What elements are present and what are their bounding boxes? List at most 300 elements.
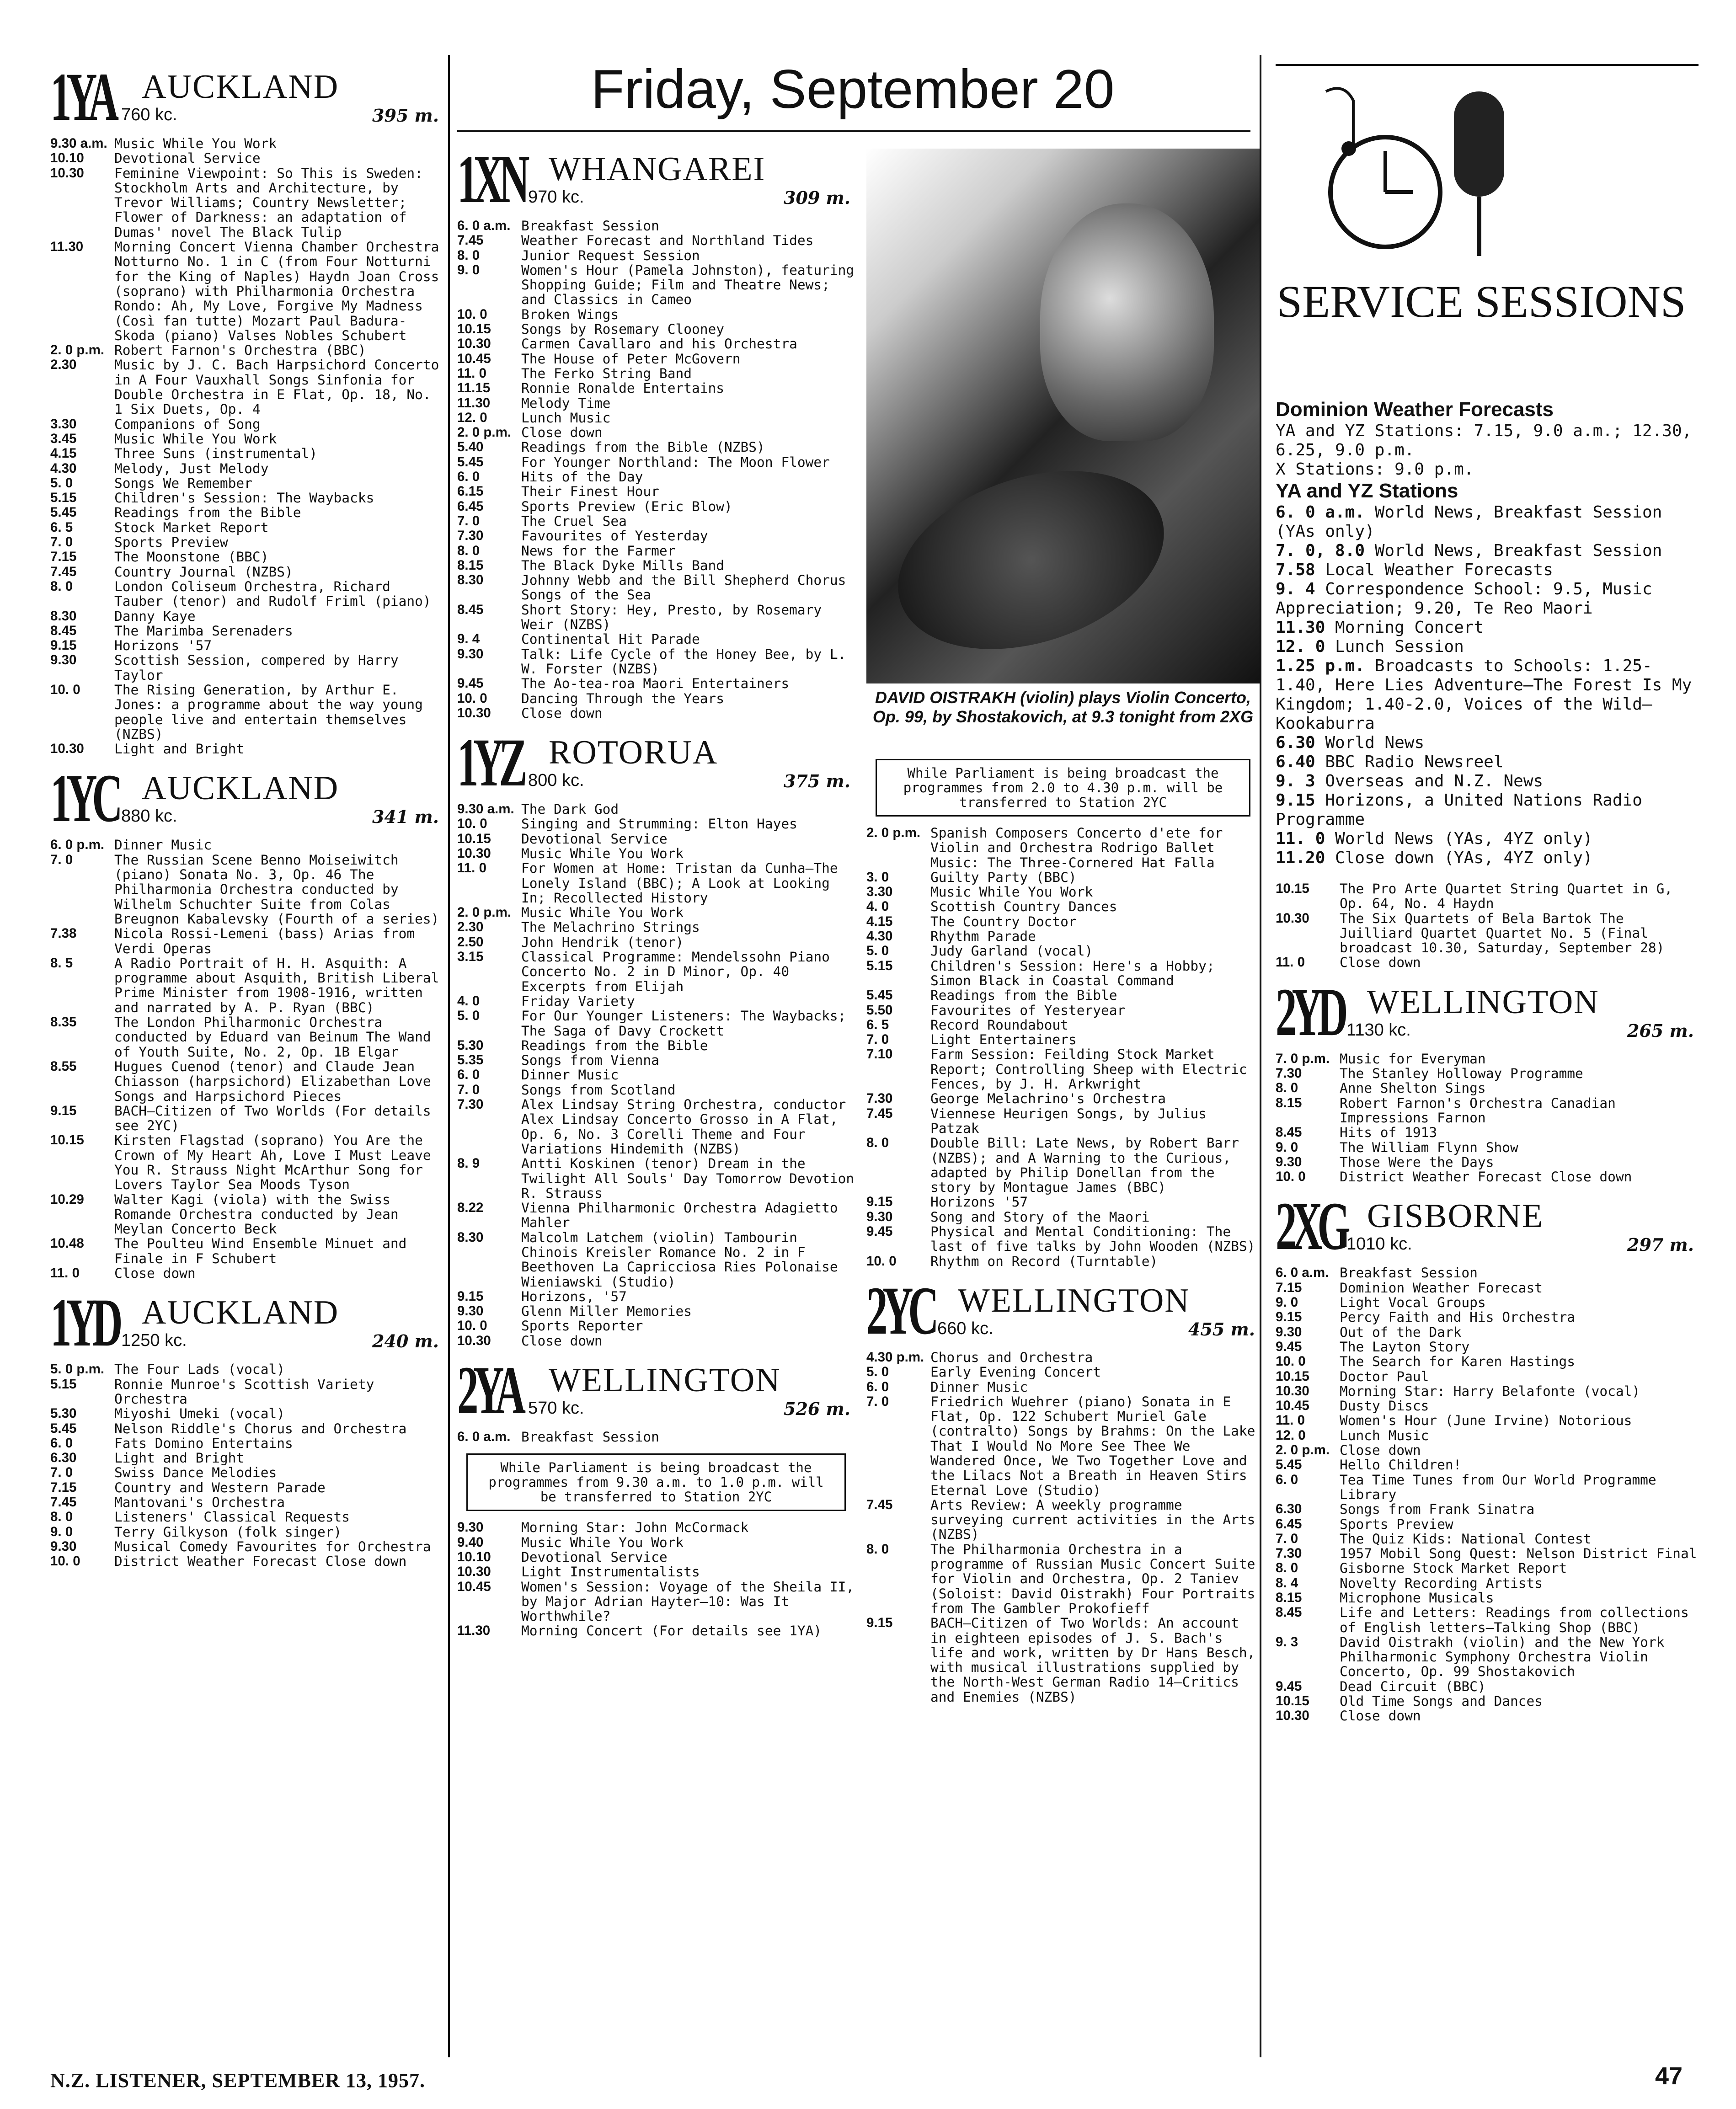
- station-wavelength: 265 m.: [1627, 1020, 1694, 1041]
- programme-time: 10.15: [457, 831, 491, 846]
- programme-time: 8.15: [1276, 1590, 1302, 1605]
- programme-entry: [457, 1319, 855, 1333]
- programme-entry: [457, 802, 855, 817]
- programme-entry: [50, 565, 443, 579]
- programme-time: 9.30: [1276, 1324, 1302, 1340]
- programme-entry: [1276, 881, 1699, 911]
- programme-entry: [457, 263, 855, 307]
- programme-time: 11. 0: [457, 365, 486, 381]
- service-description: World News (YAs, 4YZ only): [1335, 829, 1593, 848]
- programme-entry: [1276, 1694, 1699, 1709]
- programme-description: Morning Concert Vienna Chamber Orchestra Notturno No. 1 in C (from Four Notturni for the King of Naples) Haydn Joan Cross (soprano) with Philharmonia Orchestra Rondo: Ah, My Love, Forgive My Madness (Così fan tutte) Mozart Paul Badura-Skoda (piano) Valses Nobles Schubert: [114, 239, 439, 343]
- programme-description: Breakfast Session: [521, 1429, 659, 1445]
- programme-entry: [50, 653, 443, 683]
- programme-time: 5.15: [866, 958, 893, 973]
- service-time: 11. 0: [1276, 829, 1335, 848]
- programme-description: For Women at Home: Tristan da Cunha—The Lonely Island (BBC); A Look at Looking In; Recollected History: [521, 860, 838, 906]
- programme-time: 3.30: [50, 416, 77, 432]
- programme-time: 6. 5: [50, 519, 73, 535]
- programme-entry: [50, 742, 443, 756]
- programme-time: 7.45: [50, 564, 77, 579]
- programme-entry: [1276, 1384, 1699, 1399]
- programme-description: The Russian Scene Benno Moiseiwitch (piano) Sonata No. 3, Op. 46 The Philharmonia Orchestra conducted by Wilhelm Schuchter Suite from Colas Breugnon Kabalevsky (Fourth of a series): [114, 852, 439, 927]
- programme-description: Close down: [1340, 1442, 1421, 1458]
- programme-time: 10.30: [457, 1564, 491, 1580]
- programme-entry: [1276, 1155, 1699, 1169]
- programme-time: 2. 0 p.m.: [866, 825, 921, 840]
- programme-entry: [866, 1047, 1260, 1091]
- programme-entry: [50, 683, 443, 742]
- programme-description: Songs from Frank Sinatra: [1340, 1501, 1535, 1517]
- programme-time: 10. 0: [1276, 1169, 1306, 1185]
- station-frequency: 1250 kc.: [121, 1331, 187, 1351]
- programme-entry: [50, 491, 443, 505]
- programme-entry: [457, 1623, 855, 1638]
- programme-description: Dinner Music: [930, 1379, 1028, 1395]
- programme-description: Horizons '57: [930, 1194, 1028, 1210]
- programme-entry: [50, 476, 443, 491]
- portrait-head: [1040, 203, 1214, 441]
- station-header: [50, 1285, 443, 1361]
- programme-entry: [50, 1436, 443, 1451]
- service-entry: [1276, 791, 1699, 829]
- programme-time: 5.45: [50, 505, 77, 520]
- programme-time: 3.30: [866, 884, 893, 900]
- programme-time: 9.45: [866, 1224, 893, 1239]
- programme-time: 5.30: [457, 1037, 484, 1053]
- programme-time: 8. 0: [1276, 1560, 1298, 1576]
- programme-description: Novelty Recording Artists: [1340, 1575, 1543, 1591]
- programme-entry: [866, 1210, 1260, 1224]
- programme-time: 7.30: [457, 1097, 484, 1112]
- programme-time: 9. 3: [1276, 1634, 1298, 1650]
- station-city: AUCKLAND: [142, 68, 339, 106]
- programme-time: 10.30: [457, 1333, 491, 1348]
- programme-entry: [457, 411, 855, 425]
- programme-time: 5.45: [50, 1420, 77, 1436]
- programme-description: Light Instrumentalists: [521, 1564, 700, 1580]
- programme-time: 8.22: [457, 1200, 484, 1216]
- programme-description: News for the Farmer: [521, 543, 676, 559]
- programme-time: 11.15: [457, 380, 491, 396]
- station-frequency: 1130 kc.: [1346, 1020, 1411, 1040]
- service-time: 6.40: [1276, 753, 1325, 771]
- programme-description: Songs from Vienna: [521, 1052, 659, 1068]
- programme-entry: [866, 929, 1260, 944]
- programme-time: 8. 5: [50, 955, 73, 971]
- programme-entry: [457, 514, 855, 529]
- programme-time: 8.45: [457, 602, 484, 617]
- programme-description: Tea Time Tunes from Our World Programme Library: [1340, 1472, 1656, 1502]
- programme-entry: [50, 535, 443, 550]
- programme-time: 6.30: [50, 1450, 77, 1466]
- programme-time: 7. 0: [50, 852, 73, 867]
- programme-time: 6.45: [457, 498, 484, 514]
- programme-description: The Six Quartets of Bela Bartok The Juilliard Quartet Quartet No. 5 (Final broadcast 10.30, Saturday, September 28): [1340, 910, 1665, 956]
- service-description: Horizons, a United Nations Radio Programme: [1276, 791, 1642, 829]
- programme-description: John Hendrik (tenor): [521, 934, 684, 950]
- programme-time: 12. 0: [1276, 1427, 1306, 1443]
- programme-entry: [1276, 1354, 1699, 1369]
- programme-time: 5. 0 p.m.: [50, 1362, 105, 1377]
- programme-description: Hello Children!: [1340, 1457, 1462, 1473]
- programme-entry: [1276, 1635, 1699, 1679]
- programme-entry: [457, 219, 855, 233]
- programme-description: Sports Preview: [114, 534, 228, 550]
- station-wavelength: 341 m.: [372, 806, 439, 828]
- station-call-sign: 2YA: [457, 1352, 521, 1429]
- programme-description: Old Time Songs and Dances: [1340, 1693, 1543, 1709]
- programme-description: A Radio Portrait of H. H. Asquith: A programme about Asquith, British Liberal Prime Minister from 1908-1916, written and narrated by A. P. Ryan (BBC): [114, 955, 439, 1015]
- station-header: [457, 1352, 855, 1429]
- programme-description: Nicola Rossi-Lemeni (bass) Arias from Verdi Operas: [114, 926, 415, 956]
- programme-description: Music for Everyman: [1340, 1051, 1486, 1067]
- forecast-heading: Dominion Weather Forecasts: [1276, 398, 1554, 421]
- programme-entry: [457, 1201, 855, 1230]
- programme-description: Close down: [521, 1333, 603, 1349]
- service-description: Local Weather Forecasts: [1325, 561, 1553, 579]
- station-header: [50, 760, 443, 837]
- programme-time: 8.55: [50, 1058, 77, 1074]
- programme-description: Short Story: Hey, Presto, by Rosemary Weir (NZBS): [521, 602, 822, 633]
- programme-entry: [866, 1195, 1260, 1209]
- station-call-sign: 1YC: [50, 760, 118, 837]
- programme-time: 7.45: [50, 1495, 77, 1510]
- station-wavelength: 455 m.: [1188, 1319, 1255, 1340]
- programme-description: Alex Lindsay String Orchestra, conductor Alex Lindsay Concerto Grosso in A Flat, Op. 6, No. 3 Corelli Theme and Four Variations Hindemith (NZBS): [521, 1097, 846, 1157]
- programme-description: For Our Younger Listeners: The Waybacks; The Saga of Davy Crockett: [521, 1008, 846, 1039]
- programme-description: Hits of the Day: [521, 469, 643, 485]
- programme-entry: [50, 1015, 443, 1059]
- programme-time: 6. 0 a.m.: [457, 1429, 511, 1445]
- column-rule: [1260, 55, 1261, 2057]
- programme-time: 7.15: [1276, 1280, 1302, 1295]
- programme-entry: [50, 1525, 443, 1539]
- programme-entry: [457, 603, 855, 632]
- programme-entry: [50, 417, 443, 432]
- programme-entry: [50, 358, 443, 416]
- ya-yz-heading: YA and YZ Stations: [1276, 480, 1458, 502]
- programme-description: Weather Forecast and Northland Tides: [521, 233, 814, 249]
- programme-time: 9.30: [457, 1520, 484, 1535]
- programme-time: 7.15: [50, 1479, 77, 1495]
- programme-time: 10. 0: [457, 306, 487, 322]
- station-city: WHANGAREI: [549, 150, 766, 188]
- programme-description: Scottish Country Dances: [930, 899, 1117, 915]
- programme-entry: [457, 1535, 855, 1550]
- station-city: GISBORNE: [1367, 1197, 1544, 1235]
- programme-description: Musical Comedy Favourites for Orchestra: [114, 1538, 431, 1554]
- programme-description: The Four Lads (vocal): [114, 1362, 285, 1378]
- programme-time: 5. 0: [866, 1364, 889, 1380]
- programme-entry: [866, 826, 1260, 870]
- programme-time: 10.30: [457, 705, 491, 721]
- service-description: Lunch Session: [1335, 637, 1464, 656]
- programme-entry: [866, 914, 1260, 929]
- programme-time: 9.15: [457, 1288, 484, 1304]
- programme-entry: [866, 1350, 1260, 1365]
- service-description: Overseas and N.Z. News: [1325, 772, 1544, 790]
- programme-entry: [1276, 1066, 1699, 1081]
- programme-entry: [457, 1334, 855, 1348]
- programme-entry: [457, 233, 855, 248]
- programme-time: 7.45: [866, 1105, 893, 1121]
- station-city: AUCKLAND: [142, 769, 339, 807]
- programme-time: 10. 0: [457, 1318, 487, 1334]
- programme-entry: [457, 691, 855, 706]
- programme-description: Readings from the Bible (NZBS): [521, 439, 765, 455]
- programme-time: 10.30: [1276, 1708, 1309, 1724]
- programme-description: Lunch Music: [521, 410, 611, 426]
- programme-description: Companions of Song: [114, 416, 261, 432]
- programme-description: Song and Story of the Maori: [930, 1209, 1150, 1225]
- programme-description: Friday Variety: [521, 993, 635, 1009]
- programme-time: 6. 0 a.m.: [1276, 1265, 1329, 1281]
- page-title: Friday, September 20: [591, 59, 1115, 120]
- programme-description: Percy Faith and His Orchestra: [1340, 1309, 1576, 1325]
- programme-description: Close down: [1340, 1708, 1421, 1724]
- programme-time: 2.30: [457, 919, 484, 935]
- station-frequency: 570 kc.: [528, 1399, 584, 1418]
- programme-time: 9.30: [866, 1209, 893, 1224]
- service-time: 11.20: [1276, 849, 1335, 867]
- programme-time: 2.50: [457, 934, 484, 950]
- programme-entry: [457, 994, 855, 1009]
- station-city: WELLINGTON: [1367, 983, 1599, 1021]
- programme-time: 2. 0 p.m.: [50, 342, 105, 358]
- programme-entry: [457, 558, 855, 573]
- programme-description: District Weather Forecast Close down: [114, 1554, 407, 1570]
- programme-time: 6. 0 a.m.: [457, 218, 511, 233]
- programme-entry: [457, 396, 855, 411]
- service-entry: [1276, 618, 1699, 637]
- programme-description: Hits of 1913: [1340, 1125, 1437, 1141]
- programme-description: Readings from the Bible: [930, 988, 1117, 1004]
- programme-description: Favourites of Yesterday: [521, 528, 708, 544]
- programme-entry: [457, 632, 855, 646]
- column-1: [50, 55, 443, 1569]
- programme-entry: [50, 166, 443, 240]
- service-time: 9. 3: [1276, 772, 1325, 790]
- programme-entry: [50, 1495, 443, 1510]
- programme-time: 9.30: [50, 1538, 77, 1554]
- programme-entry: [50, 1421, 443, 1436]
- programme-entry: [1276, 1340, 1699, 1354]
- programme-entry: [457, 920, 855, 934]
- station-call-sign: 1XN: [457, 141, 525, 217]
- programme-time: 7.10: [866, 1046, 893, 1062]
- programme-description: The Poulteu Wind Ensemble Minuet and Finale in F Schubert: [114, 1236, 407, 1266]
- programme-entry: [457, 484, 855, 499]
- programme-entry: [50, 579, 443, 609]
- parliament-notice: While Parliament is being broadcast the programmes from 2.0 to 4.30 p.m. will be transferred to Station 2YC: [876, 759, 1250, 817]
- programme-description: Morning Concert (For details see 1YA): [521, 1623, 822, 1639]
- programme-description: Walter Kagi (viola) with the Swiss Romande Orchestra conducted by Jean Meylan Concerto Beck: [114, 1191, 399, 1237]
- programme-time: 10.30: [50, 165, 84, 181]
- programme-time: 8. 4: [1276, 1575, 1298, 1591]
- programme-time: 8. 0: [866, 1135, 889, 1151]
- programme-entry: [1276, 911, 1699, 956]
- programme-time: 9.40: [457, 1534, 484, 1550]
- station-frequency: 1010 kc.: [1346, 1234, 1412, 1254]
- programme-entry: [50, 853, 443, 926]
- programme-description: The Dark God: [521, 801, 619, 817]
- programme-time: 8.45: [1276, 1125, 1302, 1140]
- station-wavelength: 240 m.: [372, 1331, 439, 1352]
- programme-description: Songs by Rosemary Clooney: [521, 321, 725, 337]
- service-entry: [1276, 849, 1699, 868]
- programme-time: 6.30: [1276, 1501, 1302, 1517]
- programme-time: 7.38: [50, 926, 77, 941]
- programme-time: 8. 0: [50, 578, 73, 594]
- programme-description: Farm Session: Feilding Stock Market Report; Controlling Sheep with Electric Fences, by J. H. Arkwright: [930, 1046, 1247, 1092]
- programme-entry: [50, 1059, 443, 1104]
- programme-entry: [1276, 1458, 1699, 1472]
- programme-time: 8. 0: [457, 543, 480, 558]
- programme-description: Close down: [521, 425, 603, 441]
- programme-description: Close down: [1340, 955, 1421, 971]
- station-city: WELLINGTON: [549, 1362, 781, 1399]
- programme-entry: [866, 959, 1260, 988]
- service-entry: [1276, 561, 1699, 580]
- programme-time: 11. 0: [50, 1265, 80, 1281]
- programme-description: Dead Circuit (BBC): [1340, 1678, 1486, 1694]
- programme-time: 10.15: [50, 1132, 84, 1148]
- programme-time: 9.15: [866, 1615, 893, 1631]
- programme-time: 7.45: [457, 233, 484, 248]
- programme-time: 10.30: [1276, 1383, 1309, 1399]
- programme-time: 11.30: [457, 395, 491, 411]
- programme-entry: [866, 944, 1260, 958]
- programme-description: Stock Market Report: [114, 519, 269, 535]
- service-description: BBC Radio Newsreel: [1325, 753, 1504, 771]
- programme-time: 8.15: [457, 557, 484, 573]
- station-header: [866, 1272, 1260, 1349]
- station-call-sign: 1YA: [50, 59, 114, 135]
- programme-entry: [50, 609, 443, 624]
- programme-description: Breakfast Session: [521, 218, 659, 234]
- programme-description: Arts Review: A weekly programme surveying current activities in the Arts (NZBS): [930, 1497, 1255, 1543]
- service-entry: [1276, 503, 1699, 541]
- programme-time: 9. 0: [1276, 1295, 1298, 1310]
- programme-entry: [50, 838, 443, 852]
- programme-time: 10. 0: [866, 1253, 897, 1269]
- programme-entry: [457, 817, 855, 831]
- programme-entry: [50, 956, 443, 1015]
- programme-description: Out of the Dark: [1340, 1324, 1462, 1340]
- programme-time: 7. 0: [866, 1032, 889, 1047]
- programme-description: George Melachrino's Orchestra: [930, 1091, 1166, 1107]
- programme-time: 11.30: [50, 239, 84, 255]
- programme-description: Robert Farnon's Orchestra Canadian Impressions Farnon: [1340, 1095, 1616, 1126]
- programme-entry: [1276, 1265, 1699, 1280]
- programme-entry: [1276, 1125, 1699, 1140]
- programme-time: 9.30: [457, 646, 484, 662]
- programme-time: 3. 0: [866, 869, 889, 885]
- programme-entry: [1276, 1428, 1699, 1443]
- programme-time: 6. 0: [1276, 1472, 1298, 1487]
- programme-time: 7.30: [866, 1091, 893, 1106]
- programme-description: Physical and Mental Conditioning: The last of five talks by John Wooden (NZBS): [930, 1224, 1255, 1255]
- programme-entry: [866, 1254, 1260, 1269]
- station-call-sign: 2YD: [1276, 974, 1343, 1050]
- programme-time: 5.45: [1276, 1457, 1302, 1473]
- station-frequency: 760 kc.: [121, 105, 177, 124]
- programme-description: Close down: [521, 705, 603, 721]
- programme-description: Fats Domino Entertains: [114, 1435, 293, 1451]
- programme-time: 7. 0: [866, 1394, 889, 1409]
- programme-entry: [866, 1616, 1260, 1704]
- programme-description: Dinner Music: [521, 1067, 619, 1083]
- programme-description: Children's Session: The Waybacks: [114, 490, 374, 506]
- programme-entry: [866, 1365, 1260, 1379]
- programme-entry: [457, 529, 855, 543]
- programme-time: 9.30 a.m.: [457, 801, 514, 817]
- service-description: World News, Breakfast Session (YAs only): [1276, 503, 1662, 541]
- programme-entry: [1276, 1576, 1699, 1591]
- page-number: 47: [1655, 2062, 1683, 2090]
- forecast-line: YA and YZ Stations: 7.15, 9.0 a.m.; 12.30, 6.25, 9.0 p.m.: [1276, 422, 1692, 459]
- programme-entry: [457, 336, 855, 351]
- programme-time: 11. 0: [457, 860, 486, 876]
- programme-entry: [457, 544, 855, 558]
- programme-time: 8.30: [457, 1229, 484, 1245]
- service-time: 9. 4: [1276, 580, 1325, 598]
- programme-description: Women's Hour (Pamela Johnston), featuring Shopping Guide; Film and Theatre News; and Classics in Cameo: [521, 262, 855, 308]
- programme-description: Horizons '57: [114, 638, 212, 654]
- programme-description: Viennese Heurigen Songs, by Julius Patzak: [930, 1105, 1207, 1136]
- programme-description: Music While You Work: [114, 136, 277, 151]
- station-wavelength: 375 m.: [784, 771, 850, 792]
- programme-time: 2.30: [50, 357, 77, 373]
- programme-time: 5.15: [50, 1376, 77, 1392]
- programme-time: 5.40: [457, 439, 484, 455]
- programme-entry: [457, 307, 855, 322]
- programme-description: Devotional Service: [521, 1549, 668, 1565]
- station-wavelength: 526 m.: [784, 1399, 850, 1420]
- programme-entry: [1276, 1369, 1699, 1384]
- station-wavelength: 395 m.: [372, 105, 439, 126]
- programme-entry: [866, 870, 1260, 885]
- programme-description: Breakfast Session: [1340, 1265, 1478, 1281]
- programme-entry: [866, 1498, 1260, 1542]
- programme-time: 9.45: [457, 676, 484, 691]
- programme-description: Miyoshi Umeki (vocal): [114, 1406, 285, 1422]
- programme-time: 6.15: [457, 484, 484, 499]
- station-header: [1276, 1188, 1699, 1265]
- service-time: 1.25 p.m.: [1276, 657, 1375, 675]
- programme-description: Songs from Scotland: [521, 1082, 676, 1098]
- programme-description: Listeners' Classical Requests: [114, 1509, 350, 1525]
- oistrakh-photo: [866, 149, 1260, 683]
- programme-entry: [1276, 1310, 1699, 1324]
- programme-time: 10.15: [1276, 1693, 1309, 1709]
- programme-entry: [1276, 1169, 1699, 1184]
- programme-time: 10.15: [1276, 881, 1309, 896]
- programme-description: Swiss Dance Melodies: [114, 1465, 277, 1481]
- spacer: [1276, 868, 1699, 881]
- programme-entry: [1276, 1052, 1699, 1066]
- programme-entry: [50, 136, 443, 151]
- programme-entry: [50, 1406, 443, 1421]
- station-wavelength: 297 m.: [1627, 1234, 1694, 1255]
- programme-description: Dominion Weather Forecast: [1340, 1280, 1543, 1296]
- programme-time: 5. 0: [50, 475, 73, 491]
- programme-description: Guilty Party (BBC): [930, 869, 1077, 885]
- programme-description: Hugues Cuenod (tenor) and Claude Jean Chiasson (harpsichord) Elizabethan Love Songs and Harpsichord Pieces: [114, 1058, 431, 1104]
- programme-description: Early Evening Concert: [930, 1364, 1101, 1380]
- programme-entry: [457, 440, 855, 454]
